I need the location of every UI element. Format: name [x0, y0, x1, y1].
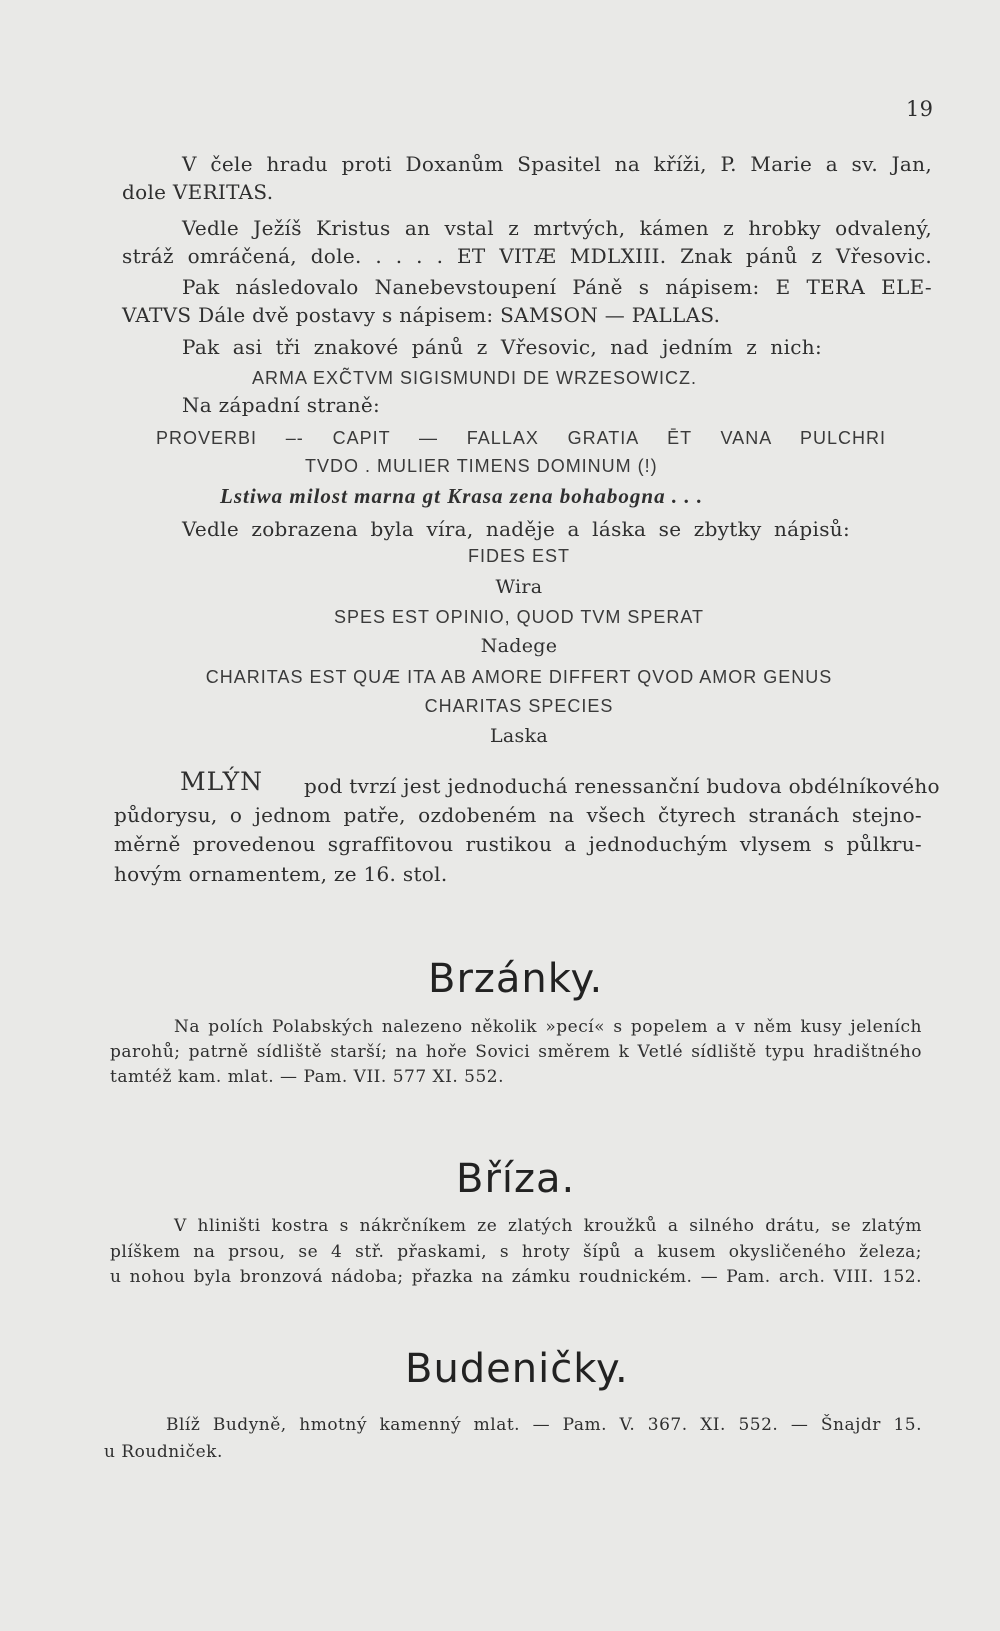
inscription-line: CHARITAS SPECIES: [424, 696, 614, 716]
section-text-line: V hliništi kostra s nákrčníkem ze zlatých kroužků a silného drátu, se zlatým: [174, 1216, 922, 1236]
text-line: dole VERITAS.: [122, 180, 274, 204]
section-text-line: u nohou byla bronzová nádoba; přazka na zámku roudnickém. — Pam. arch. VIII. 152.: [110, 1267, 922, 1287]
section-text-line: u Roudniček.: [104, 1442, 223, 1462]
section-heading: Bříza.: [456, 1156, 576, 1202]
inscription-line: SPES EST OPINIO, QUOD TVM SPERAT: [333, 607, 705, 627]
text-line: Wira: [495, 576, 543, 598]
text-line: pod tvrzí jest jednoduchá renessanční budova obdélníkového: [304, 774, 940, 798]
section-heading: Brzánky.: [428, 956, 604, 1002]
section-heading: Budeničky.: [405, 1346, 629, 1392]
text-line: V čele hradu proti Doxanům Spasitel na kříži, P. Marie a sv. Jan,: [182, 152, 932, 176]
section-text-line: Na polích Polabských nalezeno několik »pecí« s popelem a v něm kusy jeleních: [174, 1017, 922, 1037]
text-line: Laska: [489, 725, 549, 747]
inscription-line: CHARITAS EST QUÆ ITA AB AMORE DIFFERT QVOD AMOR GENUS: [205, 667, 833, 687]
section-text-line: tamtéž kam. mlat. — Pam. VII. 577 XI. 552.: [110, 1067, 505, 1087]
text-line: půdorysu, o jednom patře, ozdobeném na všech čtyrech stranách stejno-: [114, 803, 922, 827]
inscription-line: FIDES EST: [467, 546, 570, 566]
text-line: Vedle zobrazena byla víra, naděje a láska se zbytky nápisů:: [182, 517, 850, 541]
text-line: stráž omráčená, dole. . . . . ET VITÆ MDLXIII. Znak pánů z Vřesovic.: [122, 244, 932, 268]
paragraph-lead-word: MLÝN: [180, 767, 263, 796]
section-text-line: Blíž Budyně, hmotný kamenný mlat. — Pam. V. 367. XI. 552. — Šnajdr 15.: [166, 1415, 922, 1435]
blackletter-line: Lstiwa milost marna gt Krasa zena bohabogna . . .: [220, 484, 704, 508]
text-line: Nadege: [480, 635, 558, 657]
section-text-line: plíškem na prsou, se 4 stř. přaskami, s hroty šípů a kusem okysličeného železa;: [110, 1242, 922, 1262]
text-line: měrně provedenou sgraffitovou rustikou a jednoduchým vlysem s půlkru-: [114, 832, 922, 856]
text-line: Pak asi tři znakové pánů z Vřesovic, nad jedním z nich:: [182, 335, 822, 359]
text-line: Pak následovalo Nanebevstoupení Páně s nápisem: E TERA ELE-: [182, 275, 932, 299]
inscription-line: PROVERBI –- CAPIT — FALLAX GRATIA ĒT VANA PULCHRI: [156, 428, 886, 448]
text-line: Na západní straně:: [182, 393, 381, 417]
page-number: 19: [906, 97, 934, 121]
inscription-line: ARMA EXC͂TVM SIGISMUNDI DE WRZESOWICZ.: [252, 368, 698, 388]
text-line: Vedle Ježíš Kristus an vstal z mrtvých, kámen z hrobky odvalený,: [182, 216, 932, 240]
section-text-line: parohů; patrně sídliště starší; na hoře Sovici směrem k Vetlé sídliště typu hradištného: [110, 1042, 922, 1062]
text-line: VATVS Dále dvě postavy s nápisem: SAMSON — PALLAS.: [122, 303, 721, 327]
inscription-line: TVDO . MULIER TIMENS DOMINUM (!): [305, 456, 658, 476]
text-line: hovým ornamentem, ze 16. stol.: [114, 862, 448, 886]
